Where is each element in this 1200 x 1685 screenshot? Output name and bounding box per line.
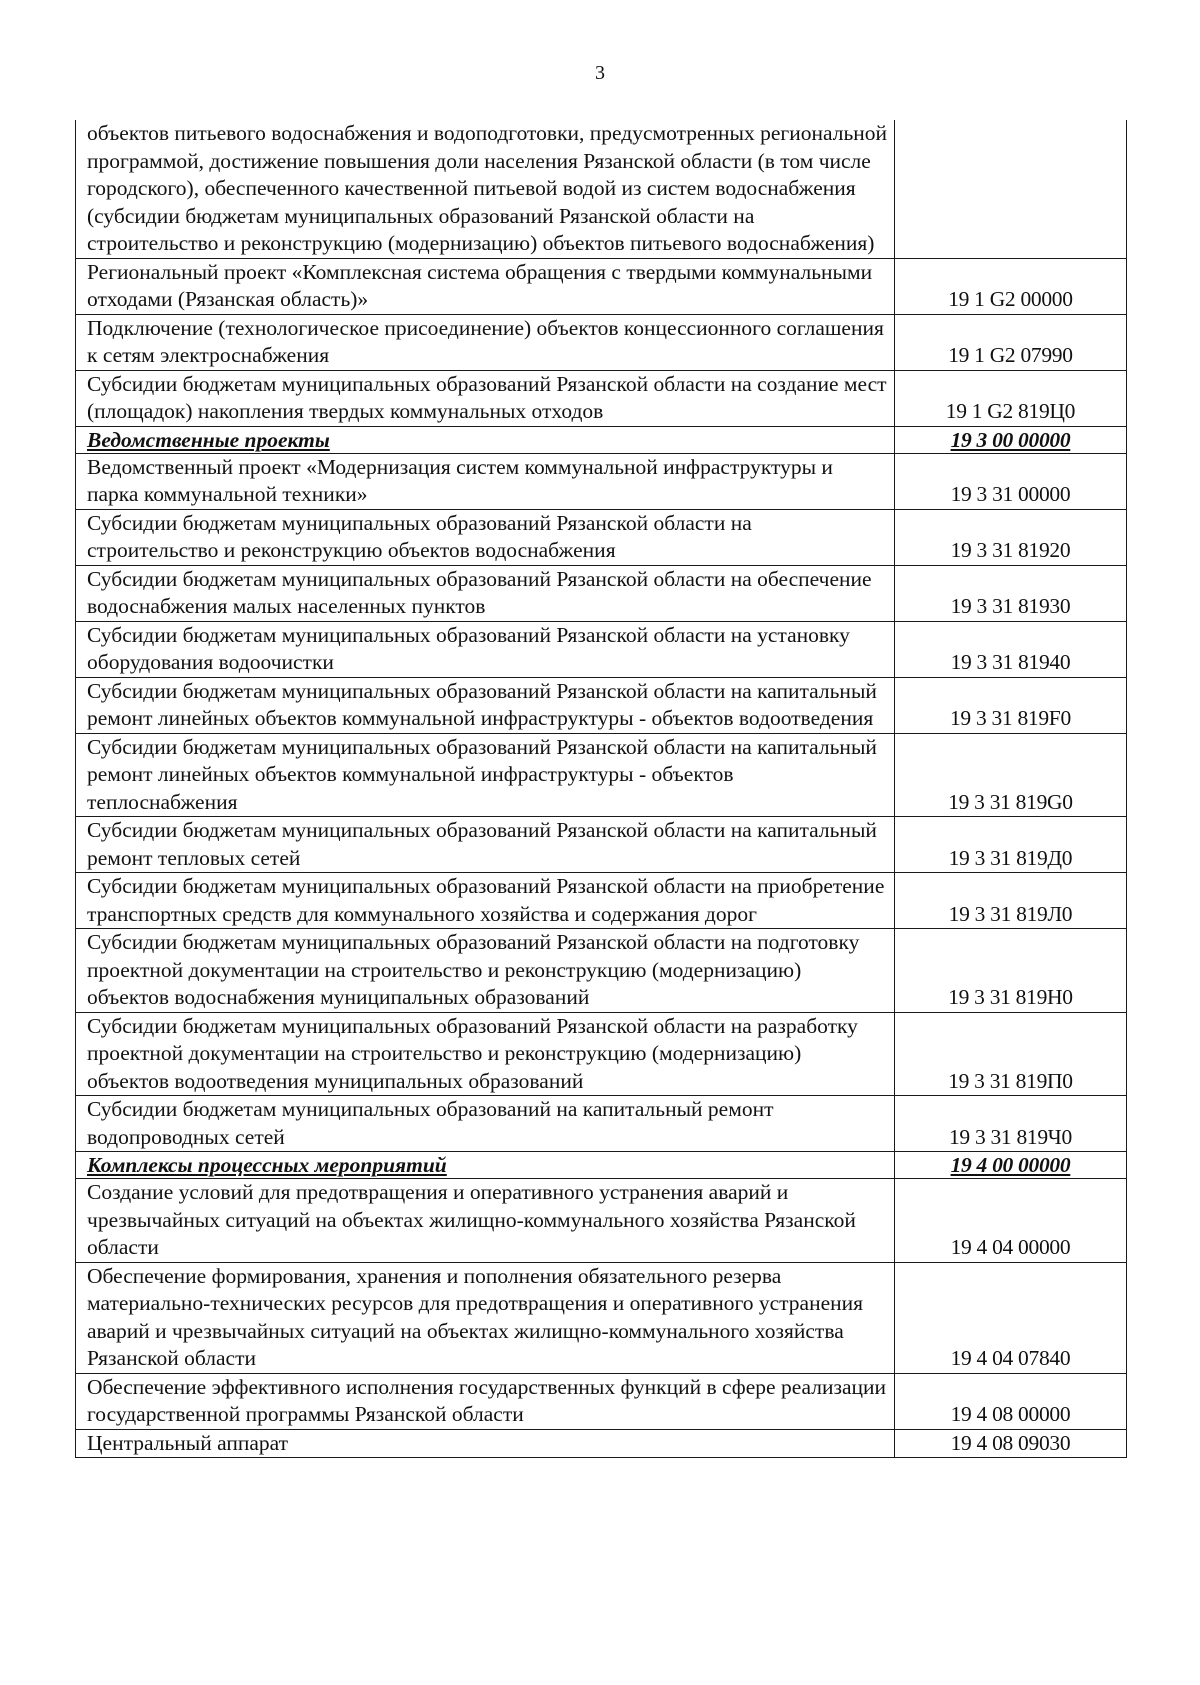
row-code: 19 3 31 81920 (894, 509, 1126, 565)
row-code: 19 3 31 00000 (894, 453, 1126, 509)
table-row (76, 1096, 1127, 1152)
row-name: Субсидии бюджетам муниципальных образований на капитальный ремонт водопроводных сетей (76, 1096, 895, 1152)
table-row (76, 1373, 1127, 1429)
section-code: 19 3 00 00000 (894, 426, 1126, 453)
row-name: Ведомственный проект «Модернизация систем коммунальной инфраструктуры и парка коммунальной техники» (76, 453, 895, 509)
budget-classification-table (75, 120, 1127, 1458)
row-code: 19 1 G2 07990 (894, 314, 1126, 370)
row-name: Субсидии бюджетам муниципальных образований Рязанской области на строительство и реконструкцию объектов водоснабжения (76, 509, 895, 565)
table-row (76, 120, 1127, 258)
table-row (76, 873, 1127, 929)
row-code: 19 3 31 81940 (894, 621, 1126, 677)
row-code: 19 3 31 81930 (894, 565, 1126, 621)
table-row (76, 817, 1127, 873)
table-row (76, 1179, 1127, 1263)
table-row (76, 1429, 1127, 1458)
row-name: Создание условий для предотвращения и оперативного устранения аварий и чрезвычайных ситуаций на объектах жилищно-коммунального хозяйства Рязанской области (76, 1179, 895, 1263)
row-code (894, 120, 1126, 258)
row-name: Субсидии бюджетам муниципальных образований Рязанской области на установку оборудования водоочистки (76, 621, 895, 677)
table-row (76, 565, 1127, 621)
table-row (76, 453, 1127, 509)
section-row (76, 1152, 1127, 1179)
section-code: 19 4 00 00000 (894, 1152, 1126, 1179)
table-row (76, 509, 1127, 565)
row-code: 19 3 31 819Л0 (894, 873, 1126, 929)
row-code: 19 3 31 819Н0 (894, 929, 1126, 1013)
row-code: 19 4 04 07840 (894, 1262, 1126, 1373)
row-name: Субсидии бюджетам муниципальных образований Рязанской области на создание мест (площадок) накопления твердых коммунальных отходов (76, 370, 895, 426)
row-name: Субсидии бюджетам муниципальных образований Рязанской области на обеспечение водоснабжения малых населенных пунктов (76, 565, 895, 621)
table-row (76, 1262, 1127, 1373)
table-row (76, 621, 1127, 677)
row-code: 19 3 31 819Д0 (894, 817, 1126, 873)
row-name: Субсидии бюджетам муниципальных образований Рязанской области на капитальный ремонт линейных объектов коммунальной инфраструктуры - объектов водоотведения (76, 677, 895, 733)
row-name: Подключение (технологическое присоединение) объектов концессионного соглашения к сетям электроснабжения (76, 314, 895, 370)
table-row (76, 370, 1127, 426)
row-name: Субсидии бюджетам муниципальных образований Рязанской области на приобретение транспортных средств для коммунального хозяйства и содержания дорог (76, 873, 895, 929)
row-name: объектов питьевого водоснабжения и водоподготовки, предусмотренных региональной программой, достижение повышения доли населения Рязанской области (в том числе городского), обеспеченного качественной питьевой водой из систем водоснабжения (субсидии бюджетам муниципальных образований Рязанской области на строительство и реконструкцию (модернизацию) объектов питьевого водоснабжения) (76, 120, 895, 258)
table-row (76, 314, 1127, 370)
row-code: 19 3 31 819G0 (894, 733, 1126, 817)
page-number: 3 (595, 62, 605, 84)
table-row (76, 677, 1127, 733)
row-code: 19 1 G2 00000 (894, 258, 1126, 314)
table-row (76, 1012, 1127, 1096)
row-name: Субсидии бюджетам муниципальных образований Рязанской области на разработку проектной документации на строительство и реконструкцию (модернизацию) объектов водоотведения муниципальных образований (76, 1012, 895, 1096)
row-name: Обеспечение эффективного исполнения государственных функций в сфере реализации государственной программы Рязанской области (76, 1373, 895, 1429)
row-name: Региональный проект «Комплексная система обращения с твердыми коммунальными отходами (Рязанская область)» (76, 258, 895, 314)
row-code: 19 4 04 00000 (894, 1179, 1126, 1263)
row-name: Субсидии бюджетам муниципальных образований Рязанской области на подготовку проектной документации на строительство и реконструкцию (модернизацию) объектов водоснабжения муниципальных образований (76, 929, 895, 1013)
row-name: Субсидии бюджетам муниципальных образований Рязанской области на капитальный ремонт тепловых сетей (76, 817, 895, 873)
section-row (76, 426, 1127, 453)
section-name: Ведомственные проекты (76, 426, 895, 453)
row-name: Центральный аппарат (76, 1429, 895, 1458)
row-code: 19 3 31 819F0 (894, 677, 1126, 733)
row-code: 19 3 31 819П0 (894, 1012, 1126, 1096)
row-name: Субсидии бюджетам муниципальных образований Рязанской области на капитальный ремонт линейных объектов коммунальной инфраструктуры - объектов теплоснабжения (76, 733, 895, 817)
row-code: 19 1 G2 819Ц0 (894, 370, 1126, 426)
row-code: 19 4 08 09030 (894, 1429, 1126, 1458)
row-code: 19 4 08 00000 (894, 1373, 1126, 1429)
row-name: Обеспечение формирования, хранения и пополнения обязательного резерва материально-технических ресурсов для предотвращения и оперативного устранения аварий и чрезвычайных ситуаций на объектах жилищно-коммунального хозяйства Рязанской области (76, 1262, 895, 1373)
table-row (76, 258, 1127, 314)
table-row (76, 929, 1127, 1013)
table-row (76, 733, 1127, 817)
section-name: Комплексы процессных мероприятий (76, 1152, 895, 1179)
row-code: 19 3 31 819Ч0 (894, 1096, 1126, 1152)
